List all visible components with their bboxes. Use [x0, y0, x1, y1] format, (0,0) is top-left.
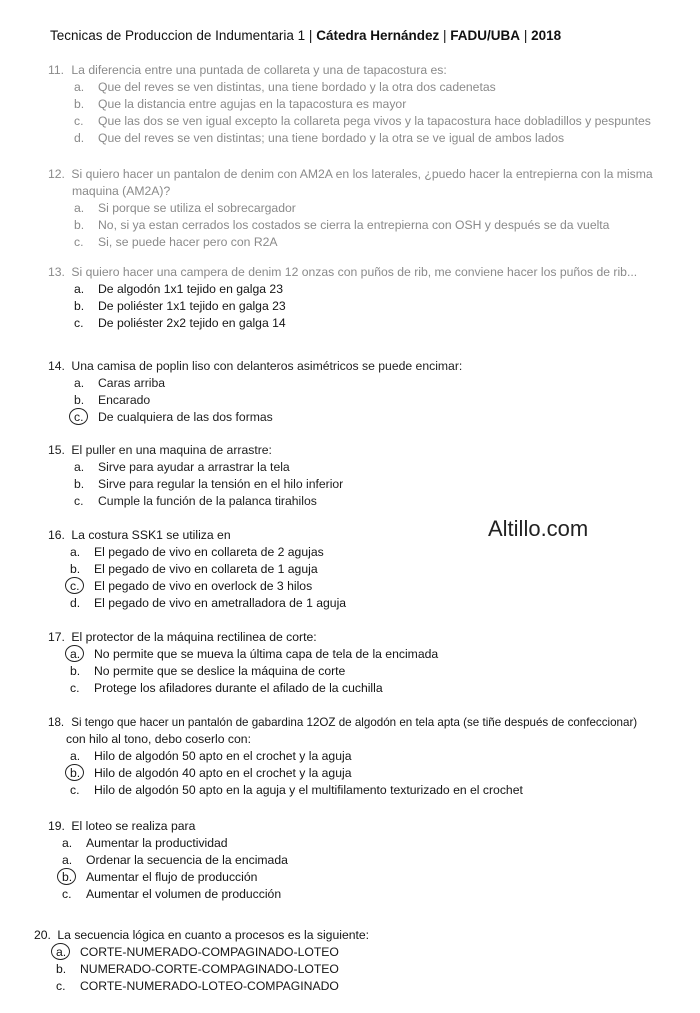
option-letter-circled: b. [62, 869, 82, 886]
option [74, 200, 679, 217]
header-separator: | [308, 28, 313, 43]
option-text: Caras arriba [98, 376, 166, 390]
question-text: La diferencia entre una puntada de collareta y una de tapacostura es: [71, 63, 447, 77]
option [62, 852, 288, 869]
question-number: 13. [48, 265, 65, 279]
question-number: 20. [34, 928, 51, 942]
question-number: 17. [48, 630, 65, 644]
option [74, 79, 651, 96]
option-text: No permite que se mueva la última capa de tela de la encimada [94, 647, 439, 661]
option-letter: c. [56, 979, 66, 993]
chair-name: Cátedra Hernández [316, 28, 440, 43]
option [74, 130, 651, 147]
option-text: El pegado de vivo en collareta de 2 agujas [94, 545, 324, 559]
option-text: Aumentar el volumen de producción [86, 887, 282, 901]
option [56, 961, 391, 978]
option-text: Sirve para ayudar a arrastrar la tela [98, 460, 290, 474]
option [70, 544, 346, 561]
option-letter: c. [74, 316, 84, 330]
option-letter: a. [74, 282, 85, 296]
option-letter: b. [74, 299, 85, 313]
option-letter: a. [70, 545, 81, 559]
question-18 [48, 714, 637, 799]
question-16 [48, 527, 347, 612]
option-text: CORTE-NUMERADO-LOTEO-COMPAGINADO [80, 979, 339, 993]
option-text: Si, se puede hacer pero con R2A [98, 235, 278, 249]
option-text: Ordenar la secuencia de la encimada [86, 853, 288, 867]
question-text: El puller en una maquina de arrastre: [71, 443, 272, 457]
header-separator: | [443, 28, 447, 43]
option-selected [74, 409, 488, 426]
option-text: Que del reves se ven distintas, una tiene bordado y la otra dos cadenetas [98, 80, 496, 94]
option-letter-circled: a. [70, 646, 90, 663]
option [70, 663, 438, 680]
option-selected [70, 578, 346, 595]
question-number: 15. [48, 443, 65, 457]
faculty-name: FADU/UBA [450, 28, 521, 43]
option-letter: b. [56, 962, 67, 976]
option-text: De algodón 1x1 tejido en galga 23 [98, 282, 283, 296]
option-text: Aumentar la productividad [86, 836, 228, 850]
option-letter-circled: b. [70, 765, 90, 782]
option-letter: b. [74, 97, 85, 111]
option-letter: c. [62, 887, 72, 901]
option-text: Que la distancia entre agujas en la tapacostura es mayor [98, 97, 407, 111]
question-text: Una camisa de poplin liso con delanteros asimétricos se puede encimar: [71, 359, 463, 373]
option-letter: a. [62, 836, 73, 850]
option [74, 113, 651, 130]
option-text: No, si ya estan cerrados los costados se cierra la entrepierna con OSH y después se da vuelta [98, 218, 610, 232]
option [74, 459, 343, 476]
option-text: Protege los afiladores durante el afilado de la cuchilla [94, 681, 383, 695]
option-text: Encarado [98, 393, 151, 407]
question-20 [34, 927, 369, 995]
question-text-continued: con hilo al tono, debo coserlo con: [66, 732, 251, 746]
option-text: El pegado de vivo en ametralladora de 1 aguja [94, 596, 347, 610]
question-number: 11. [48, 63, 65, 77]
option-text: Cumple la función de la palanca tirahilos [98, 494, 317, 508]
option-letter: c. [74, 114, 84, 128]
option-text: El pegado de vivo en collareta de 1 aguja [94, 562, 318, 576]
option [62, 835, 288, 852]
option-letter: d. [70, 596, 81, 610]
option-letter: a. [74, 376, 85, 390]
option [62, 886, 288, 903]
question-11 [48, 62, 651, 147]
option [74, 96, 651, 113]
option-text: Aumentar el flujo de producción [86, 870, 258, 884]
question-text-continued: maquina (AM2A)? [72, 184, 171, 198]
option-letter: b. [74, 393, 85, 407]
document-header [50, 28, 680, 43]
header-separator: | [523, 28, 528, 43]
question-13 [48, 264, 637, 332]
option [70, 561, 346, 578]
option-text: Hilo de algodón 40 apto en el crochet y la aguja [94, 766, 352, 780]
question-text: El protector de la máquina rectilinea de corte: [71, 630, 317, 644]
option [70, 595, 346, 612]
question-number: 14. [48, 359, 65, 373]
option-letter: b. [74, 218, 85, 232]
option-selected [62, 869, 288, 886]
question-number: 18. [48, 716, 65, 729]
question-text: La costura SSK1 se utiliza en [71, 528, 231, 542]
option [74, 315, 663, 332]
exam-year: 2018 [531, 28, 562, 43]
option-letter-circled: c. [70, 578, 90, 595]
option-letter: b. [70, 664, 81, 678]
question-17 [48, 629, 439, 697]
option-text: De cualquiera de las dos formas [98, 410, 273, 424]
option-letter: a. [74, 201, 85, 215]
option-letter: b. [70, 562, 81, 576]
option [74, 476, 343, 493]
option-letter: d. [74, 131, 85, 145]
question-number: 12. [48, 167, 65, 181]
option [74, 493, 343, 510]
course-title: Tecnicas de Produccion de Indumentaria 1 [50, 28, 306, 43]
site-watermark: Altillo.com [488, 516, 589, 541]
question-text: La secuencia lógica en cuanto a procesos es la siguiente: [57, 928, 370, 942]
option [70, 782, 659, 799]
option-text: Que del reves se ven distintas; una tiene bordado y la otra se ve igual de ambos lados [98, 131, 565, 145]
option-text: CORTE-NUMERADO-COMPAGINADO-LOTEO [80, 945, 339, 959]
option [74, 375, 488, 392]
option [74, 281, 663, 298]
option-text: El pegado de vivo en overlock de 3 hilos [94, 579, 313, 593]
option [74, 298, 663, 315]
option-text: Si porque se utiliza el sobrecargador [98, 201, 296, 215]
option-selected [70, 765, 659, 782]
option [74, 217, 679, 234]
option-text: NUMERADO-CORTE-COMPAGINADO-LOTEO [80, 962, 339, 976]
option-letter: a. [70, 749, 81, 763]
question-text: Si tengo que hacer un pantalón de gabardina 12OZ de algodón en tela apta (se tiñe después de confeccionar) [71, 716, 638, 729]
question-number: 19. [48, 819, 65, 833]
option-text: De poliéster 1x1 tejido en galga 23 [98, 299, 286, 313]
option-text: De poliéster 2x2 tejido en galga 14 [98, 316, 286, 330]
question-number: 16. [48, 528, 65, 542]
question-12 [48, 166, 653, 251]
option-text: No permite que se deslice la máquina de corte [94, 664, 346, 678]
question-19 [48, 818, 288, 903]
option-letter: b. [74, 477, 85, 491]
option [74, 392, 488, 409]
option-letter-circled: c. [74, 409, 94, 426]
option-text: Que las dos se ven igual excepto la collareta pega vivos y la tapacostura hace dobladillos y pespuntes [98, 114, 651, 128]
question-15 [48, 442, 344, 510]
question-text: Si quiero hacer una campera de denim 12 onzas con puños de rib, me conviene hacer los puños de rib... [71, 265, 638, 279]
option [70, 748, 659, 765]
option-selected [70, 646, 438, 663]
option-letter: a. [74, 80, 85, 94]
option-letter: c. [70, 783, 80, 797]
option [56, 978, 391, 995]
option-letter: c. [74, 494, 84, 508]
option-text: Hilo de algodón 50 apto en el crochet y la aguja [94, 749, 352, 763]
option-selected [56, 944, 391, 961]
option-letter: a. [62, 853, 73, 867]
option [70, 680, 438, 697]
option-text: Sirve para regular la tensión en el hilo inferior [98, 477, 344, 491]
option-text: Hilo de algodón 50 apto en la aguja y el multifilamento texturizado en el crochet [94, 783, 523, 797]
option-letter: c. [70, 681, 80, 695]
option-letter-circled: a. [56, 944, 76, 961]
option-letter: a. [74, 460, 85, 474]
question-text: El loteo se realiza para [71, 819, 196, 833]
question-text: Si quiero hacer un pantalon de denim con AM2A en los laterales, ¿puedo hacer la entrepierna con la misma [71, 167, 653, 181]
option-letter: c. [74, 235, 84, 249]
question-14 [48, 358, 462, 426]
option [74, 234, 679, 251]
